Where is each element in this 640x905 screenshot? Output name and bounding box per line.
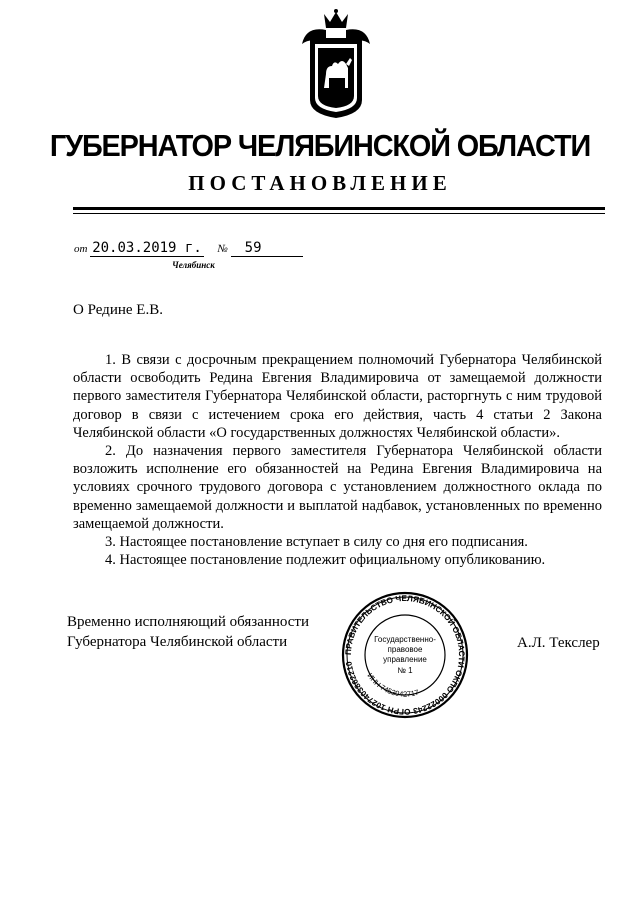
paragraph-4: 4. Настоящее постановление подлежит официальному опубликованию. (105, 552, 546, 569)
document-type: ПОСТАНОВЛЕНИЕ (188, 171, 452, 195)
seal-center-line-4: № 1 (397, 666, 413, 675)
seal-center-line-3: управление (383, 655, 427, 664)
position-line-1: Временно исполняющий обязанности (67, 614, 310, 630)
number-prefix: № (217, 243, 228, 255)
paragraph-3: 3. Настоящее постановление вступает в силу со дня его подписания. (105, 534, 528, 551)
document-body (73, 351, 602, 569)
signatory-name: А.Л. Текслер (517, 635, 600, 651)
header-rule-thin (73, 213, 605, 214)
city: Челябинск (172, 260, 215, 270)
seal-center-line-1: Государственно- (374, 635, 436, 644)
issuer-title: ГУБЕРНАТОР ЧЕЛЯБИНСКОЙ ОБЛАСТИ (49, 128, 591, 163)
position-line-2: Губернатора Челябинской области (67, 634, 288, 650)
seal-center-line-2: правовое (387, 645, 423, 654)
official-seal (340, 590, 470, 720)
coat-of-arms-emblem (296, 8, 376, 120)
paragraph-1: 1. В связи с досрочным прекращением полномочий Губернатора Челябинской области освободить Редина Евгения Владимировича от замещаемой должности первого заместителя Губернатора Челябинской области, расторгнуть с ним трудовой договор в связи с истечением срока его действия, часть 4 статьи 2 Закона Челябинской области «О государственных должностях Челябинской области». (73, 352, 602, 441)
date-number-line (74, 240, 303, 257)
subject-line: О Редине Е.В. (73, 302, 163, 318)
document-number: 59 (231, 240, 303, 257)
document-date: 20.03.2019 г. (92, 240, 202, 256)
signatory-position (67, 612, 309, 652)
date-prefix: от (74, 243, 88, 255)
header-rule-thick (73, 207, 605, 210)
svg-text:ИНН 7453042717 (366, 671, 420, 698)
seal-bottom-text: ИНН 7453042717 (365, 671, 421, 699)
seal-outer-text: ПРАВИТЕЛЬСТВО ЧЕЛЯБИНСКОЙ ОБЛАСТИ ОКПО 00022243 ОГРН 1027403862210 (343, 593, 467, 717)
paragraph-2: 2. До назначения первого заместителя Губернатора Челябинской области возложить исполнение его обязанностей на Редина Евгения Владимировича на условиях срочного трудового договора с установлением должностного оклада по временно замещаемой должности и выплатой надбавок, установленных по временно замещаемой должности. (73, 443, 602, 532)
